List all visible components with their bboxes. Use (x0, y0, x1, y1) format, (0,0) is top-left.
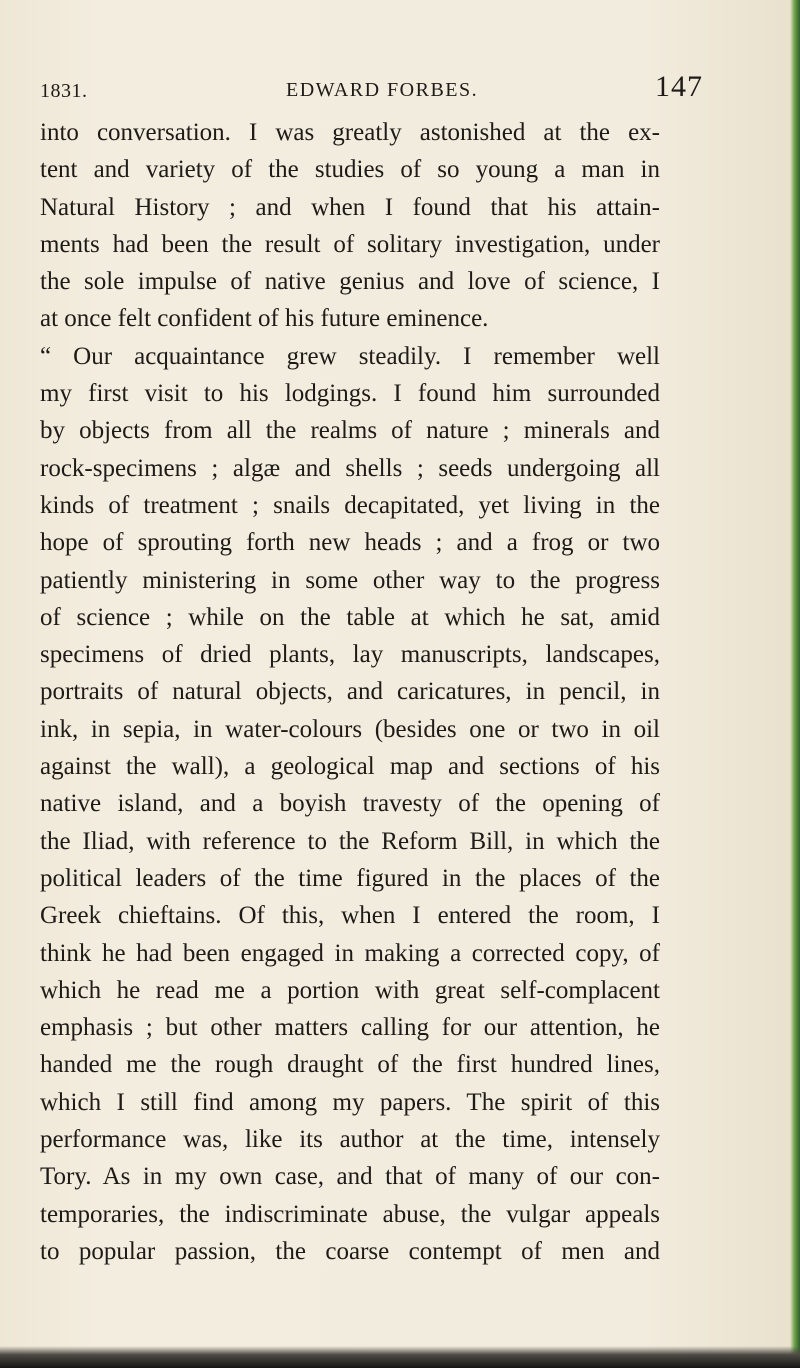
page-edge-right (790, 0, 800, 1368)
page-number: 147 (655, 70, 703, 103)
running-head (40, 70, 740, 110)
page-edge-bottom (0, 1346, 800, 1368)
text-line: “ Our acquaintance grew steadily. I remember well (40, 342, 660, 370)
text-line: performance was, like its author at the time, intensely (40, 1126, 660, 1154)
text-line: the sole impulse of native genius and love of science, I (40, 268, 660, 296)
text-line: think he had been engaged in making a corrected copy, of (40, 939, 660, 967)
text-line: temporaries, the indiscriminate abuse, the vulgar appeals (40, 1200, 660, 1228)
text-line: specimens of dried plants, lay manuscripts, landscapes, (40, 641, 660, 669)
text-line: ments had been the result of solitary investigation, under (40, 230, 660, 258)
text-line: political leaders of the time figured in the places of the (40, 864, 660, 892)
text-line: which he read me a portion with great self-complacent (40, 976, 660, 1004)
text-line: against the wall), a geological map and sections of his (40, 753, 660, 781)
text-line: into conversation. I was greatly astonished at the ex- (40, 119, 660, 146)
text-line: handed me the rough draught of the first hundred lines, (40, 1051, 660, 1079)
text-line: Natural History ; and when I found that his attain- (40, 193, 660, 221)
text-line: Greek chieftains. Of this, when I entered the room, I (40, 902, 660, 930)
text-line: native island, and a boyish travesty of the opening of (40, 790, 660, 818)
running-head-title: EDWARD FORBES. (286, 79, 479, 101)
text-line: which I still find among my papers. The spirit of this (40, 1088, 660, 1116)
text-line: ink, in sepia, in water-colours (besides one or two in oil (40, 715, 660, 743)
text-line: emphasis ; but other matters calling for our attention, he (40, 1014, 660, 1042)
text-line: Tory. As in my own case, and that of many of our con- (40, 1163, 660, 1191)
text-line: tent and variety of the studies of so young a man in (40, 156, 660, 184)
text-line: hope of sprouting forth new heads ; and a frog or two (40, 529, 660, 557)
text-line: to popular passion, the coarse contempt of men and (40, 1237, 660, 1265)
text-line: kinds of treatment ; snails decapitated, yet living in the (40, 491, 660, 519)
text-line: patiently ministering in some other way to the progress (40, 566, 660, 594)
text-line: rock-specimens ; algæ and shells ; seeds undergoing all (40, 454, 660, 482)
text-line: the Iliad, with reference to the Reform Bill, in which the (40, 827, 660, 855)
text-line: by objects from all the realms of nature ; minerals and (40, 417, 660, 445)
text-line-paragraph-end: at once felt confident of his future eminence. (40, 305, 489, 333)
text-line: of science ; while on the table at which he sat, amid (40, 603, 660, 631)
body-text (40, 114, 660, 1270)
running-head-year: 1831. (40, 80, 88, 102)
text-line: my first visit to his lodgings. I found him surrounded (40, 380, 660, 408)
text-line: portraits of natural objects, and caricatures, in pencil, in (40, 678, 660, 706)
